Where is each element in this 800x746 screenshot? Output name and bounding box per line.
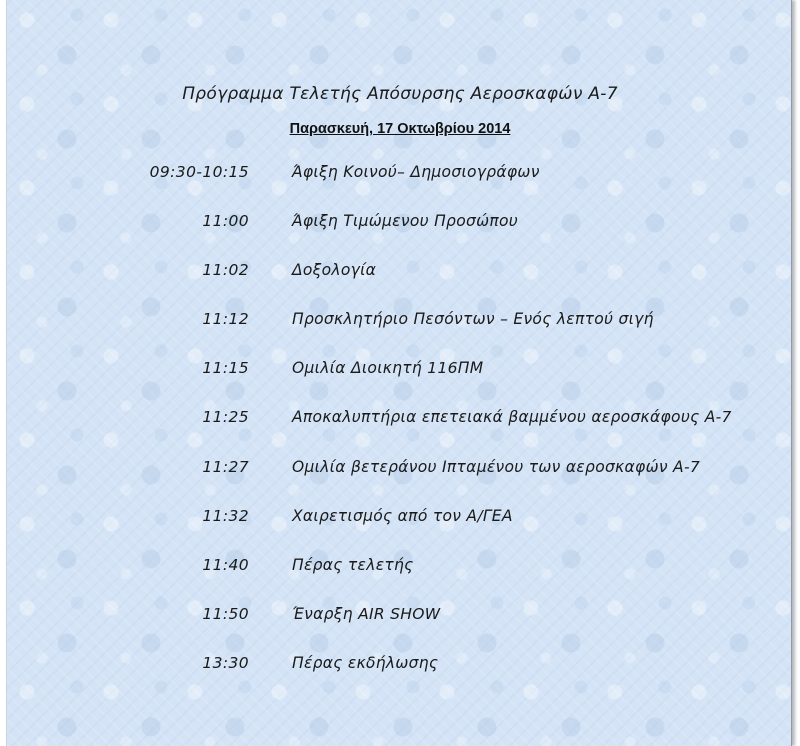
schedule-row bbox=[7, 408, 793, 457]
schedule-time: 11:02 bbox=[202, 261, 249, 280]
schedule-event: Άφιξη Τιμώμενου Προσώπου bbox=[292, 212, 519, 231]
schedule-time: 11:27 bbox=[202, 457, 249, 476]
schedule-list bbox=[7, 163, 793, 703]
schedule-row bbox=[7, 163, 793, 212]
schedule-row bbox=[7, 654, 793, 703]
schedule-row bbox=[7, 507, 793, 556]
schedule-time: 09:30-10:15 bbox=[149, 163, 249, 181]
schedule-event: Αποκαλυπτήρια επετειακά βαμμένου αεροσκάφους Α-7 bbox=[292, 408, 732, 427]
schedule-time: 11:12 bbox=[202, 310, 249, 329]
schedule-row bbox=[7, 310, 793, 359]
schedule-time: 11:00 bbox=[202, 212, 249, 231]
schedule-time: 11:32 bbox=[202, 506, 249, 525]
schedule-row bbox=[7, 556, 793, 605]
schedule-event: Προσκλητήριο Πεσόντων – Ενός λεπτού σιγή bbox=[292, 310, 654, 329]
schedule-event: Δοξολογία bbox=[292, 261, 377, 280]
schedule-row bbox=[7, 212, 793, 261]
schedule-time: 11:15 bbox=[202, 359, 249, 378]
schedule-event: Ομιλία Διοικητή 116ΠΜ bbox=[292, 359, 484, 378]
schedule-row bbox=[7, 359, 793, 408]
schedule-event: Έναρξη AIR SHOW bbox=[292, 604, 441, 623]
schedule-row bbox=[7, 605, 793, 654]
schedule-time: 11:25 bbox=[202, 408, 249, 427]
document-date: Παρασκευή, 17 Οκτωβρίου 2014 bbox=[289, 121, 511, 137]
schedule-time: 13:30 bbox=[202, 653, 249, 672]
schedule-row bbox=[7, 261, 793, 310]
document-page bbox=[6, 0, 792, 746]
schedule-row bbox=[7, 458, 793, 507]
schedule-event: Πέρας τελετής bbox=[292, 555, 414, 574]
schedule-event: Πέρας εκδήλωσης bbox=[292, 653, 439, 672]
schedule-time: 11:50 bbox=[202, 604, 249, 623]
schedule-event: Χαιρετισμός από τον Α/ΓΕΑ bbox=[292, 506, 513, 525]
document-title: Πρόγραμμα Τελετής Απόσυρσης Αεροσκαφών Α-7 bbox=[182, 84, 618, 104]
schedule-event: Άφιξη Κοινού– Δημοσιογράφων bbox=[292, 163, 540, 181]
schedule-time: 11:40 bbox=[202, 555, 249, 574]
schedule-event: Ομιλία βετεράνου Ιπταμένου των αεροσκαφών Α-7 bbox=[292, 457, 701, 476]
